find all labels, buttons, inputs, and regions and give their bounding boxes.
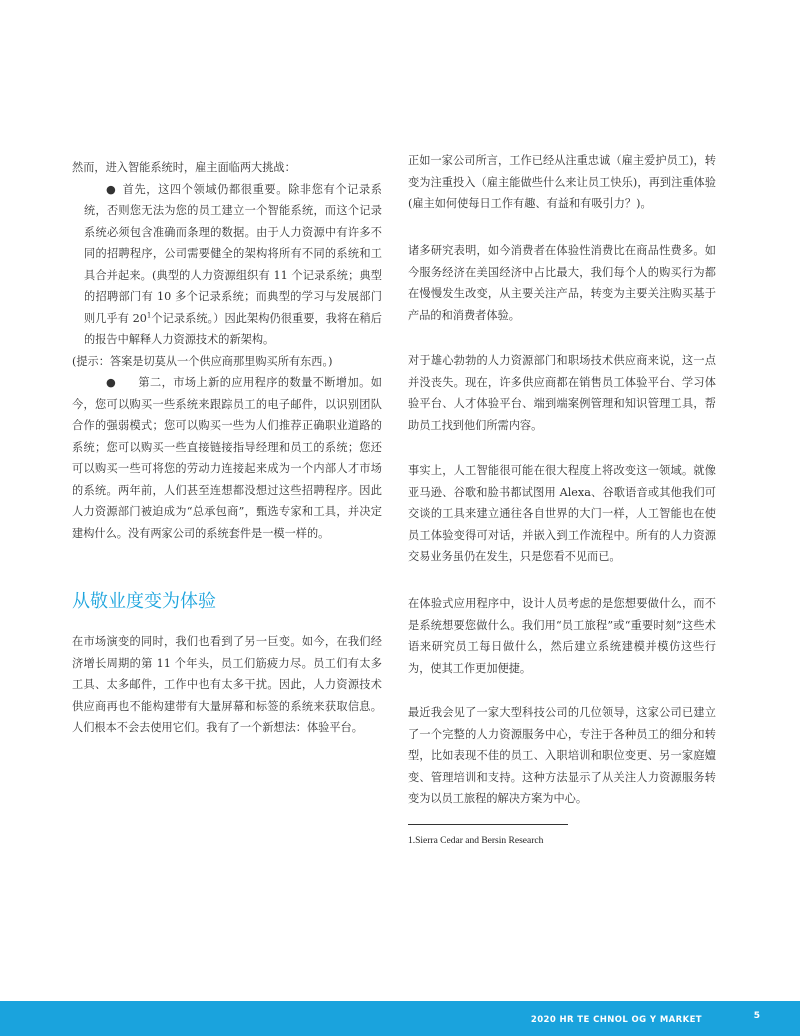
bullet-icon: ● bbox=[106, 182, 116, 196]
right-paragraph-5: 在体验式应用程序中，设计人员考虑的是您想要做什么，而不是系统想要您做什么。我们用“员工旅程”或“重要时刻”这些术语来研究员工每日做什么，然后建立系统建模并模仿这些行为，使其工作更加便捷。 bbox=[408, 597, 716, 675]
footnote: 1.Sierra Cedar and Bersin Research bbox=[408, 836, 544, 846]
bullet-icon: ● bbox=[106, 376, 116, 389]
right-para-6-wrap bbox=[408, 702, 716, 810]
right-paragraph-4: 事实上，人工智能很可能在很大程度上将改变这一领域。就像亚马逊、谷歌和脸书都试图用 Alexa、谷歌语音或其他我们可交谈的工具来建立通往各自世界的大门一样，人工智能也在使员工体验变得可对话，并嵌入到工作流程中。所有的人力资源交易业务虽仍在发生，只是您看不见而已。 bbox=[408, 464, 716, 563]
bullet-1-text: 录系统，否则您无法为您的员工建立一个智能系统，而这个记录系统必须包含准确而条理的数据。由于人力资源中有许多不同的招聘程序，公司需要健全的架构将所有不同的系统和工具合并起来。(典型的人力资源组织有 11 个记录系统；典型的招聘部门有 10 多个记录系统；而典型的学习与发展部门则几乎有 20 bbox=[84, 182, 382, 325]
right-para-2-wrap bbox=[408, 240, 716, 326]
bullet-2-text: 如今，您可以购买一些系统来跟踪员工的电子邮件，以识别团队合作的强弱模式；您可以购买一些为人们推荐正确职业道路的系统；您可以购买一些直接链接指导经理和员工的系统；您还可以购买一些可将您的劳动力连接起来成为一个内部人才市场的系统。两年前，人们甚至连想都没想过这些招聘程序。因此人力资源部门被迫成为“总承包商”，甄选专家和工具，并决定建构什么。没有两家公司的系统套件是一模一样的。 bbox=[72, 376, 382, 540]
bullet-item-1 bbox=[72, 179, 382, 351]
section-heading-wrap bbox=[72, 590, 382, 614]
page-number: 5 bbox=[753, 1011, 760, 1021]
right-para-1-wrap bbox=[408, 150, 716, 215]
bullet-1-first-line: 首先，这四个领域仍都很重要。除非您有个记 bbox=[122, 182, 359, 196]
bullet-1-text-cont: 个记录系统。）因此架构仍很重要，我将在稍后的报告中解释人力资源技术的新架构。 bbox=[84, 311, 382, 346]
right-paragraph-1: 正如一家公司所言，工作已经从注重忠诚（雇主爱护员工)，转变为注重投入（雇主能做些什么来让员工快乐)，再到注重体验(雇主如何使每日工作有趣、有益和有吸引力？)。 bbox=[408, 154, 716, 210]
right-paragraph-6: 最近我会见了一家大型科技公司的几位领导，这家公司已建立了一个完整的人力资源服务中心，专注于各种员工的细分和转型，比如表现不佳的员工、入职培训和职位变更、另一家庭嬗变、管理培训和支持。这种方法显示了从关注人力资源服务转变为以员工旅程的解决方案为中心。 bbox=[408, 706, 716, 805]
right-para-4-wrap bbox=[408, 460, 716, 568]
right-para-5-wrap bbox=[408, 593, 716, 679]
section-heading: 从敬业度变为体验 bbox=[72, 591, 216, 612]
footnote-marker: 1 bbox=[146, 310, 152, 319]
bullet-item-2 bbox=[72, 372, 382, 544]
left-column-bullet-2 bbox=[72, 372, 382, 544]
bullet-2-first-line: 第二，市场上新的应用程序的数量不断增加。 bbox=[138, 376, 371, 389]
section-paragraph: 在市场演变的同时，我们也看到了另一巨变。如今，在我们经济增长周期的第 11 个年头，员工们筋疲力尽。员工们有太多工具、太多邮件，工作中也有太多干扰。因此，人力资源技术供应商再也不能构建带有大量屏幕和标签的系统来获取信息。人们根本不会去使用它们。我有了一个新想法：体验平台。 bbox=[72, 635, 382, 734]
hint-text: (提示：答案是切莫从一个供应商那里购买所有东西。) bbox=[72, 354, 333, 368]
right-paragraph-3: 对于雄心勃勃的人力资源部门和职场技术供应商来说，这一点并没丧失。现在，许多供应商都在销售员工体验平台、学习体验平台、人才体验平台、端到端案例管理和知识管理工具，帮助员工找到他们所需内容。 bbox=[408, 354, 716, 432]
right-para-3-wrap bbox=[408, 350, 716, 436]
footer-title: 2020 HR TE CHNOL OG Y MARKET bbox=[530, 1015, 702, 1025]
right-paragraph-2: 诸多研究表明，如今消费者在体验性消费比在商品性费多。如今服务经济在美国经济中占比最大，我们每个人的购买行为都在慢慢发生改变，从主要关注产品，转变为主要关注购买基于产品的和消费者体验。 bbox=[408, 244, 716, 322]
footnote-divider bbox=[408, 824, 568, 825]
intro-paragraph: 然而，进入智能系统时，雇主面临两大挑战： bbox=[72, 161, 296, 174]
left-column bbox=[72, 157, 382, 372]
section-body bbox=[72, 631, 382, 739]
footer-bar bbox=[0, 1001, 800, 1036]
